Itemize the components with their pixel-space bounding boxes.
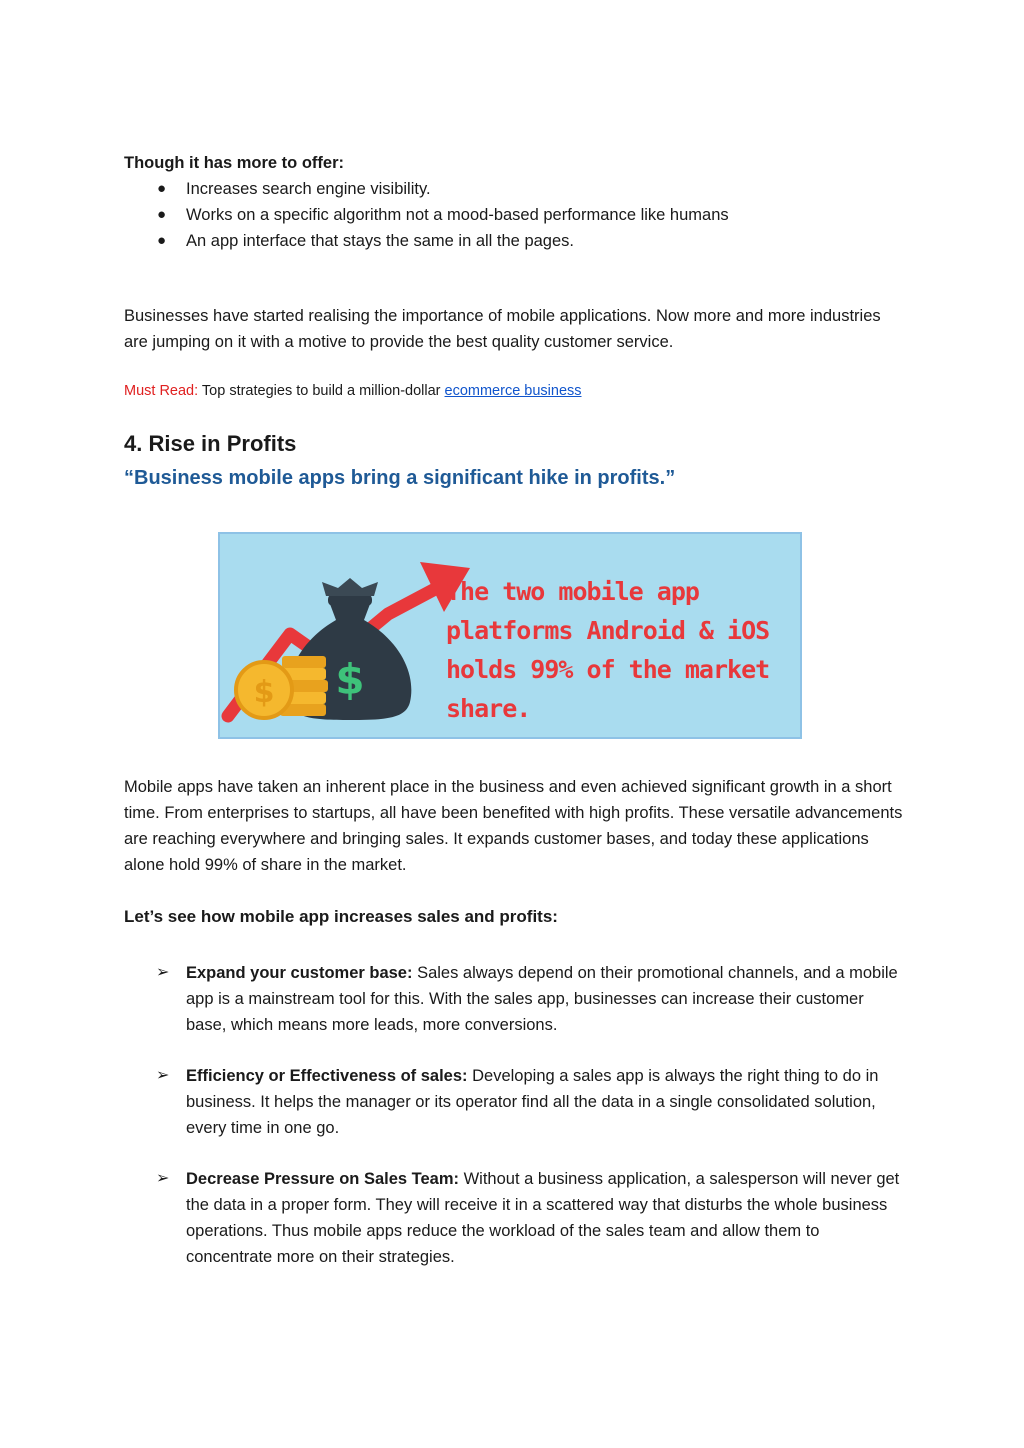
list-item-title: Decrease Pressure on Sales Team: <box>186 1170 460 1188</box>
svg-text:$: $ <box>335 655 365 704</box>
list-item <box>124 176 729 202</box>
bullet-icon: ● <box>157 206 167 223</box>
ecommerce-business-link[interactable]: ecommerce business <box>444 383 582 399</box>
list-item-text: Works on a specific algorithm not a mood-based performance like humans <box>186 206 729 224</box>
paragraph-importance: Businesses have started realising the importance of mobile applications. Now more and more industries are jumping on it with a motive to provide the best quality customer service. <box>124 307 881 351</box>
list-item-text: Increases search engine visibility. <box>186 180 431 198</box>
list-item-title: Expand your customer base: <box>186 964 413 982</box>
bullet-icon: ● <box>157 180 167 197</box>
must-read-label: Must Read: <box>124 383 199 399</box>
list-item <box>124 228 729 254</box>
list-item <box>124 202 729 228</box>
list-item-text: Without a business application, a salesperson will never get the data in a proper form. They will receive it in a scattered way that disturbs the whole business operations. Thus mobile apps reduce the workload of the sales team and allow them to concentrate more on their strategies. <box>186 1170 900 1266</box>
arrow-bullet-icon: ➢ <box>156 964 170 981</box>
banner-text: The two mobile app platforms Android & iOS holds 99% of the market share. <box>446 577 770 723</box>
list-item-text: Developing a sales app is always the right thing to do in business. It helps the manager or its operator find all the data in a single consolidated solution, every time in one go. <box>186 1067 879 1137</box>
subheading-sales-profits: Let’s see how mobile app increases sales and profits: <box>124 907 558 926</box>
list-item-body <box>186 960 906 1038</box>
svg-text:$: $ <box>253 675 275 710</box>
market-share-banner <box>218 532 802 739</box>
coin-stack-icon <box>236 656 328 718</box>
list-item-title: Efficiency or Effectiveness of sales: <box>186 1067 468 1085</box>
bullet-icon: ● <box>157 232 167 249</box>
arrow-bullet-icon: ➢ <box>156 1067 170 1084</box>
list-item-text: An app interface that stays the same in all the pages. <box>186 232 574 250</box>
list-item-body <box>186 1166 906 1270</box>
intro-heading: Though it has more to offer: <box>124 154 344 172</box>
arrow-bullet-icon: ➢ <box>156 1170 170 1187</box>
paragraph-growth: Mobile apps have taken an inherent place in the business and even achieved significant growth in a short time. From enterprises to startups, all have been benefited with high profits. These versatile advancements are reaching everywhere and bringing sales. It expands customer bases, and today these applications alone hold 99% of share in the market. <box>124 778 903 874</box>
must-read-text: Top strategies to build a million-dollar <box>198 383 445 399</box>
section-title: 4. Rise in Profits <box>124 431 297 456</box>
intro-bullet-list <box>124 176 729 254</box>
section-quote: “Business mobile apps bring a significant hike in profits.” <box>124 467 676 489</box>
list-item-text: Sales always depend on their promotional channels, and a mobile app is a mainstream tool for this. With the sales app, businesses can increase their customer base, which means more leads, more conversions. <box>186 964 898 1034</box>
list-item-body <box>186 1063 906 1141</box>
must-read-line <box>124 380 582 402</box>
